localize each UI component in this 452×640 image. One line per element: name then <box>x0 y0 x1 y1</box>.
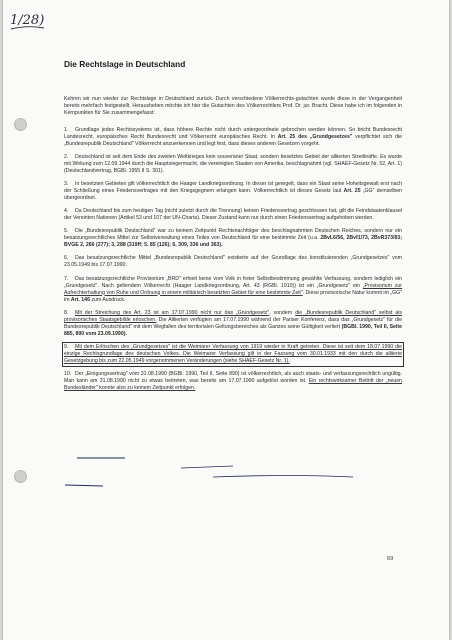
punch-hole <box>14 118 27 131</box>
document-title: Die Rechtslage in Deutschland <box>64 59 186 69</box>
list-item-8: 8. Mit der Streichung des Art. 23 ist am 17.07.1990 nicht nur das „Grundgesetz", sondern die „Bundesrepublik Deutschland" selbst als provisorisches Staatsgebilde erloschen. Die Alliierten verfügten am 17.07.1990 während der Pariser Konferenz, dass das „Grundgesetz" für die Bundesrepublik Deutschland" mit dem Wegfallen des territorialen Geltungsbereiches als Ganzes seine Gültigkeit verliert (BGBl. 1990, Teil II, Seite 885, 890 vom 23.09.1990). <box>64 309 403 337</box>
underlined-passage: Ein rechtswirksamer Beitritt der „neuen Bundesländer" konnte also zu keinem Zeitpunkt erfolgen. <box>64 377 403 391</box>
intro-paragraph: Kehren wir nun wieder zur Rechtslage in Deutschland zurück. Durch verschiedene Völkerrechts-gutachten wurde diese in der Vergangenheit bereits mehrfach festgestellt. Herausheben möchte ich hier die Gutachten des Völkerrechtlers Prof. Dr. jur. Bracht. Diese habe ich im folgenden in Kernpunkten für Sie zusammengefasst: <box>64 96 402 116</box>
list-item-2: 2. Deutschland ist seit dem Ende des zweiten Weltkrieges kein souveräner Staat, sondern besetztes Gebiet der alliierten Streitkräfte. Es wurde mit Wirkung zum 12.09.1944 durch die Hauptsiegermacht, die vereinigten Staaten von Amerika, beschlagnahmt (vgl. SHAEF-Gesetz Nr. 52, Art. 1) (Deutschlandvertrag, BGBl. 1955 II S. 301). <box>64 154 402 175</box>
list-item-7: 7. Das besatzungsrechtliche Provisorium „BRD" erhielt keine vom Volk in freier Selbstbestimmung gewählte Verfassung, sondern lediglich ein „Grundgesetz". Nach geltendem Völkerrecht (Haager Landkriegsordnung, Art. 43 (RGBl. 1910)) ist ein „Grundgesetz" ein „Provisorium zur Aufrechterhaltung von Ruhe und Ordnung in einem militärisch besetzten Gebiet für eine bestimmte Zeit". Diese provisorische Natur kommt im „GG" im Art. 146 zum Ausdruck. <box>64 275 402 303</box>
list-item-4: 4. Da Deutschland bis zum heutigen Tag (nicht zuletzt durch die Trennung) keinen Friedensvertrag geschlossen hat, gilt die Feindstaatenklausel der Vereinten Nationen (Artikel 53 und 107 der UN-Charta). Dieser Zustand kann nur durch einen Friedensvertrag aufgehoben werden. <box>64 208 402 222</box>
list-item-5: 5. Die „Bundesrepublik Deutschland" war zu keinem Zeitpunkt Rechtsnachfolger des beschlagnahmten Deutschen Reiches, sondern nur ein besatzungsrechtliches Mittel zur Selbstverwaltung eines Teiles von Deutschland für eine bestimmte Zeit (u.a. 2BvL6/56, 2Bvf1/73, 2BvR373/83; BVGE 2, 266 (277); 3, 288 (319ff; 5. 85 (126); 6, 309, 336 und 363). <box>64 228 402 249</box>
list-item-9: 9. Mit dem Erlöschen des „Grundgesetzes" ist die Weimarer Verfassung von 1919 wieder in Kraft getreten. Diese ist seit dem 18.07.1990 die einzige Rechtsgrundlage des deutschen Volkes. Die Weimarer Verfassung gilt in der Fassung vom 30.01.1933 mit den durch die alliierte Gesetzgebung bis zum 22.05.1949 vorgenommenen Veränderungen (siehe SHAEF-Gesetz Nr. 1). <box>64 343 402 364</box>
page-number: 69 <box>387 556 394 562</box>
underlined-passage: Mit der Streichung des Art. 23 ist am 17.07.1990 nicht nur das „Grundgesetz" <box>75 309 270 316</box>
handwritten-page-mark <box>10 7 50 35</box>
punch-hole <box>14 470 27 483</box>
underlined-passage: „Provisorium zur Aufrechterhaltung von Ruhe und Ordnung in einem militärisch besetzten Gebiet für eine bestimmte Zeit" <box>64 282 402 296</box>
handwritten-mark-glyphs <box>10 7 50 35</box>
underlined-passage: die „Bundesrepublik Deutschland" selbst als provisorisches Staatsgebilde erloschen. <box>64 309 403 323</box>
handwritten-mark-text: 1/28) <box>10 13 45 28</box>
pen-annotation-strokes <box>63 455 403 497</box>
list-item-3: 3. In besetzten Gebieten gilt völkerrechtlich die Haager Landkriegsordnung. In dieser ist geregelt, dass ein Staat seine Hoheitsgewalt erst nach der Schließung eines Friedensvertrages mit den Kriegsgegnern erlangen kann. Völkerrechtlich ist dieses Gesetz laut Art. 25 „GG" demselben übergeordnet. <box>64 181 402 202</box>
list-item-1: 1. Grundlage jedes Rechtssystems ist, dass höhere Rechte nicht durch untergeordnete gebrochen werden können. So bricht Bundesrecht Landesrecht, europäisches Recht Bundesrecht und Völkerrecht europäisches Recht. In Art. 25 des „Grundgesetzes" verpflichtet sich die „Bundesrepublik Deutschland" Völkerrecht anzuerkennen und legt fest, dass dieses anderen Gesetzen vorgeht. <box>64 127 402 147</box>
list-item-10: 10. Der „Einigungsvertrag" vom 31.08.1990 (BGBl. 1990, Teil II, Seite 890) ist völkerrechtlich, als auch staats- und verfassungsrechtlich ungültig. Man kann am 31.08.1990 nicht zu etwas beitreten, was bereits am 17.07.1990 aufgelöst worden ist. Ein rechtswirksamer Beitritt der „neuen Bundesländer" konnte also zu keinem Zeitpunkt erfolgen. <box>64 370 403 391</box>
document-page <box>3 0 449 640</box>
list-item-6: 6. Das besatzungsrechtliche Mittel „Bundesrepublik Deutschland" existierte auf der Grundlage des konstituierenden „Grundgesetzes" vom 23.05.1949 bis 17.07.1990. <box>64 255 402 269</box>
document-body <box>64 96 402 398</box>
